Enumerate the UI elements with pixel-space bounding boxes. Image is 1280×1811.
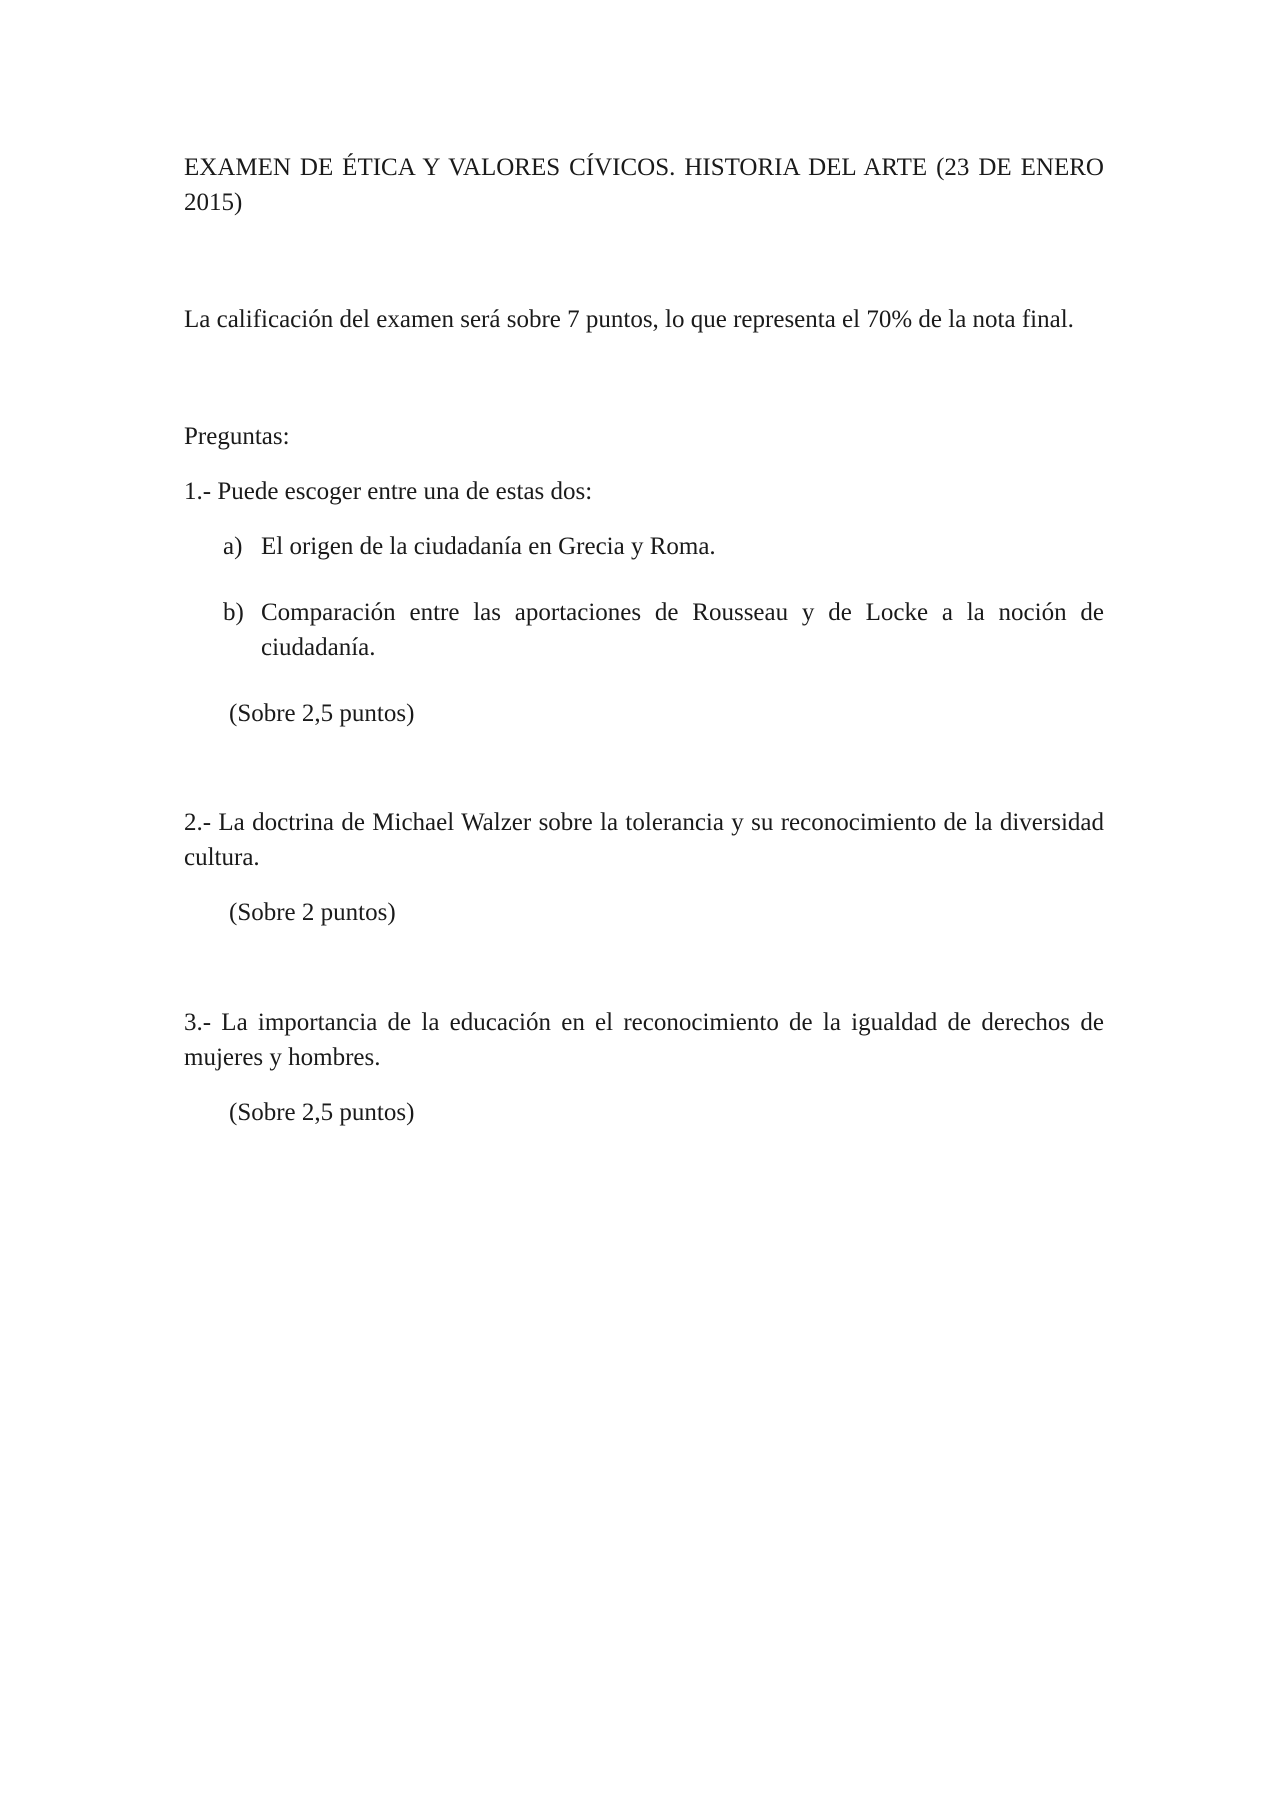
question-1 [184,474,1104,731]
grading-note: La calificación del examen será sobre 7 puntos, lo que representa el 70% de la nota final. [184,306,1074,333]
question-3-score: (Sobre 2,5 puntos) [229,1099,415,1126]
option-a-text: El origen de la ciudadanía en Grecia y Roma. [261,533,716,560]
option-b [223,595,1104,665]
option-b-text: Comparación entre las aportaciones de Rousseau y de Locke a la noción de ciudadanía. [261,599,1104,661]
questions-heading: Preguntas: [184,423,290,450]
question-1-score: (Sobre 2,5 puntos) [229,700,415,727]
question-2-score: (Sobre 2 puntos) [229,899,396,926]
question-3 [184,1005,1104,1130]
question-2 [184,805,1104,930]
exam-title: EXAMEN DE ÉTICA Y VALORES CÍVICOS. HISTORIA DEL ARTE (23 DE ENERO 2015) [184,154,1104,216]
option-a [223,529,1104,564]
option-b-letter: b) [223,599,244,626]
question-1-text: 1.- Puede escoger entre una de estas dos: [184,478,593,505]
option-a-letter: a) [223,533,243,560]
question-3-text: 3.- La importancia de la educación en el reconocimiento de la igualdad de derechos de mujeres y hombres. [184,1009,1104,1071]
question-2-text: 2.- La doctrina de Michael Walzer sobre la tolerancia y su reconocimiento de la diversidad cultura. [184,809,1104,871]
exam-document [184,150,1104,1130]
question-1-options [184,529,1104,665]
